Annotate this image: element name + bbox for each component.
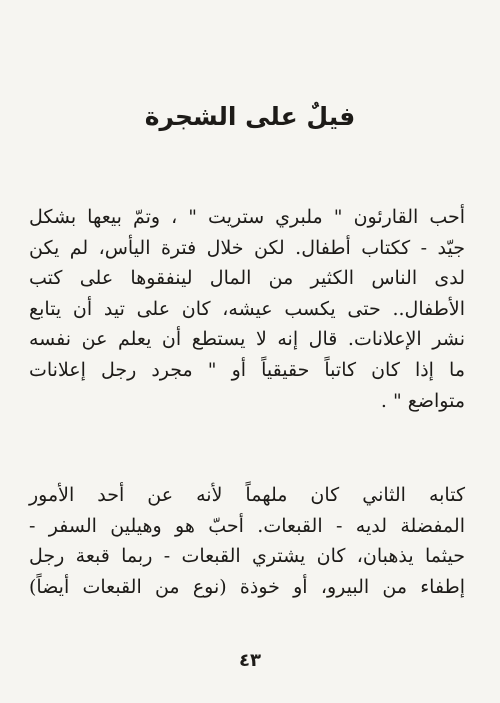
text-line: حيثما يذهبان، كان يشتري القبعات - ربما قبعة رجل bbox=[29, 545, 465, 568]
text-line: ما إذا كان كاتباً حقيقياً أو " مجرد رجل إعلانات bbox=[29, 358, 465, 381]
text-line: كتابه الثاني كان ملهماً لأنه عن أحد الأمور bbox=[29, 484, 465, 506]
text-line: الأطفال.. حتى يكسب عيشه، كان على تيد أن يتابع bbox=[29, 297, 465, 320]
text-line: لدى الناس الكثير من المال لينفقوها على كتب bbox=[29, 267, 465, 290]
text-line: نشر الإعلانات. قال إنه لا يستطع أن يعلم عن نفسه bbox=[29, 328, 465, 351]
paragraph-2 bbox=[29, 480, 465, 602]
page-title: فيلٌ على الشجرة bbox=[144, 101, 356, 131]
text-line: أحب القارئون " ملبري ستريت " ، وتمّ بيعها بشكل bbox=[29, 206, 465, 228]
page-number: ٤٣ bbox=[239, 650, 261, 671]
text-line: إطفاء من البيرو، أو خوذة (نوع من القبعات أيضاً) bbox=[29, 575, 465, 598]
text-line: المفضلة لديه - القبعات. أحبّ هو وهيلين السفر - bbox=[29, 514, 465, 537]
text-line: جيّد - ككتاب أطفال. لكن خلال فترة اليأس، لم يكن bbox=[29, 236, 465, 259]
text-line: متواضع " . bbox=[380, 389, 465, 412]
paragraph-1 bbox=[29, 202, 465, 416]
